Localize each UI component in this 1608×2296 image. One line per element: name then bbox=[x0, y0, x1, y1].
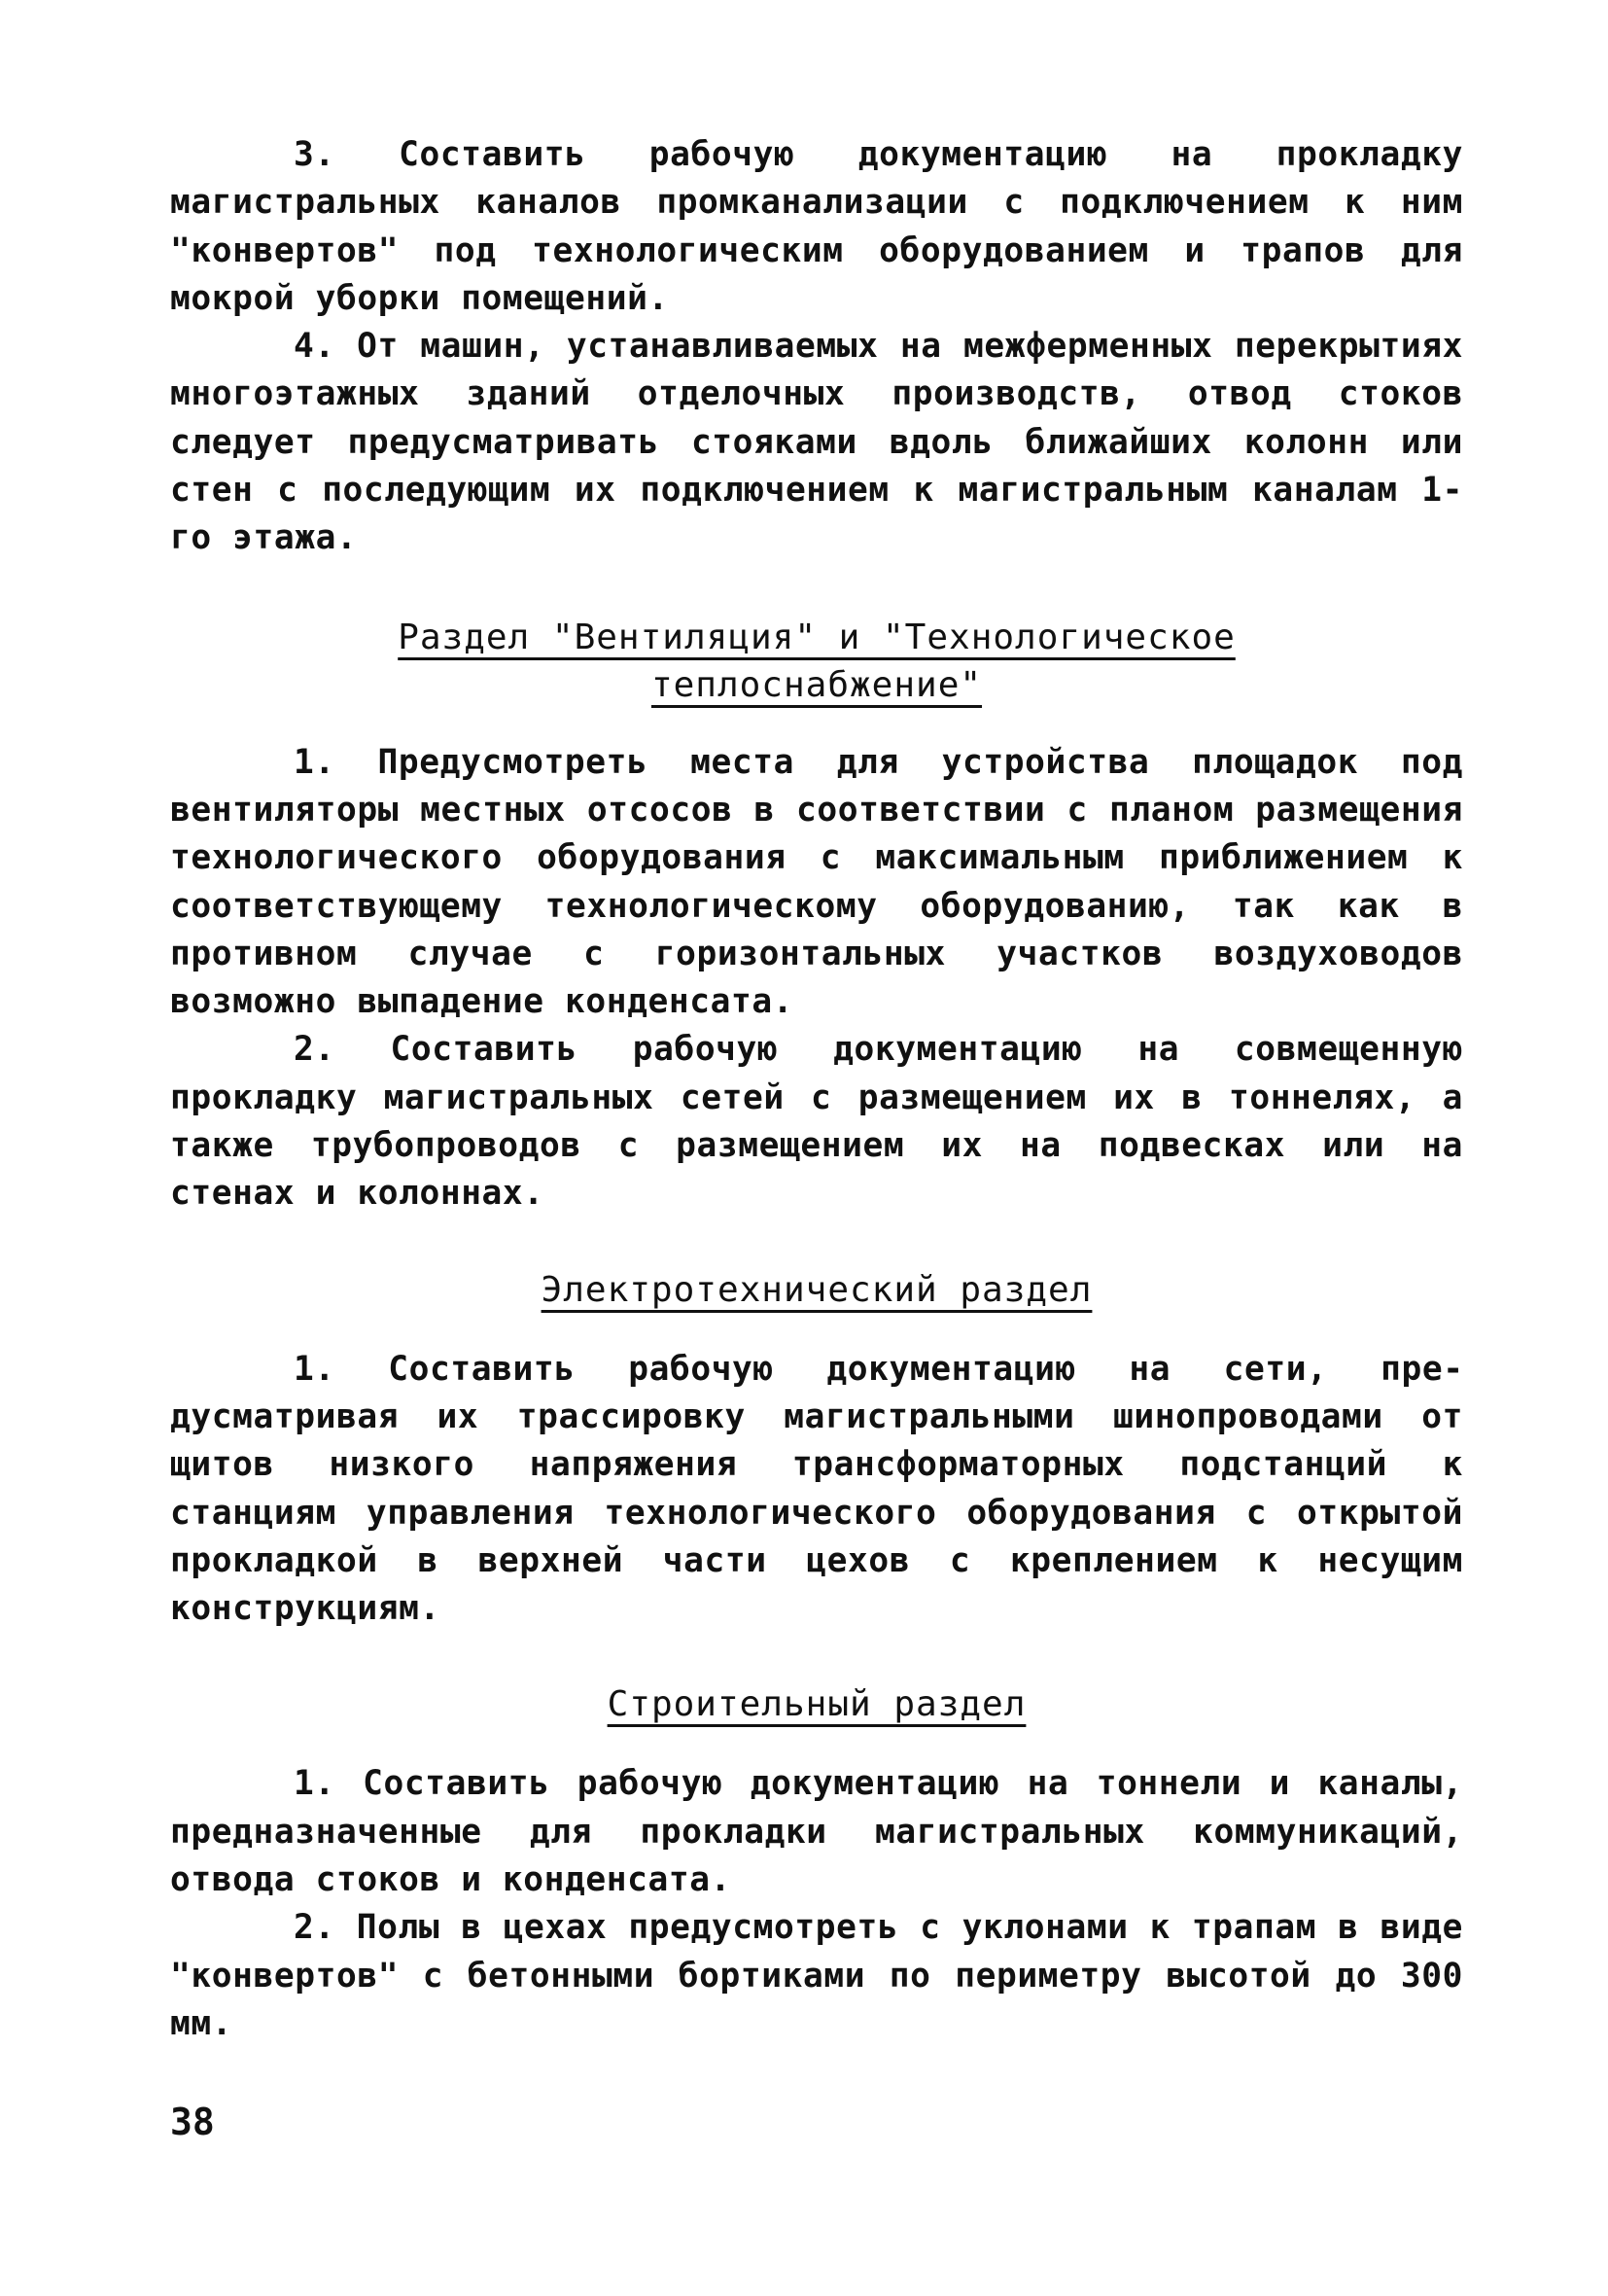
section-heading-construction bbox=[170, 1680, 1463, 1728]
paragraph-construction-1: 1. Составить рабочую документацию на тоннели и каналы, предназначенные для прокладки магистральных коммуникаций, отвода стоков и конденсата. bbox=[170, 1764, 1463, 1900]
paragraph-ventilation-2: 2. Составить рабочую документацию на совмещенную прокладку магистральных сетей с размещением их в тоннелях, а также трубопроводов с размещением их на подвесках или на стенах и колоннах. bbox=[170, 1030, 1463, 1214]
paragraph-item-4: 4. От машин, устанавливаемых на межферменных перекрытиях многоэтажных зданий отделочных производств, отвод стоков следует предусматривать стояками вдоль ближайших колонн или стен с последующим их подключением к магистральным каналам 1-го этажа. bbox=[170, 327, 1463, 558]
paragraph-construction-2: 2. Полы в цехах предусмотреть с уклонами к трапам в виде "конвертов" с бетонными бортиками по периметру высотой до 300 мм. bbox=[170, 1908, 1463, 2043]
page-number: 38 bbox=[170, 2101, 215, 2143]
section-heading-ventilation-text: Раздел "Вентиляция" и "Технологическое теплоснабжение" bbox=[398, 617, 1236, 705]
section-heading-electrical bbox=[170, 1266, 1463, 1314]
section-heading-construction-text: Строительный раздел bbox=[607, 1684, 1027, 1725]
section-heading-electrical-text: Электротехнический раздел bbox=[541, 1269, 1093, 1310]
paragraph-ventilation-1: 1. Предусмотреть места для устройства площадок под вентиляторы местных отсосов в соответствии с планом размещения технологического оборудования с максимальным приближением к соответствующему технологическому оборудованию, так как в противном случае с горизонтальных участков воздуховодов возможно выпадение конденсата. bbox=[170, 742, 1463, 1022]
section-heading-ventilation bbox=[170, 614, 1463, 709]
page-content bbox=[170, 131, 1463, 2048]
paragraph-item-3: 3. Составить рабочую документацию на прокладку магистральных каналов промканализации с подключением к ним "конвертов" под технологическим оборудованием и трапов для мокрой уборки помещений. bbox=[170, 135, 1463, 318]
paragraph-electrical-1: 1. Составить рабочую документацию на сети, предусматривая их трассировку магистральными шинопроводами от щитов низкого напряжения трансформаторных подстанций к станциям управления технологического оборудования с открытой прокладкой в верхней части цехов с креплением к несущим конструкциям. bbox=[170, 1349, 1463, 1629]
